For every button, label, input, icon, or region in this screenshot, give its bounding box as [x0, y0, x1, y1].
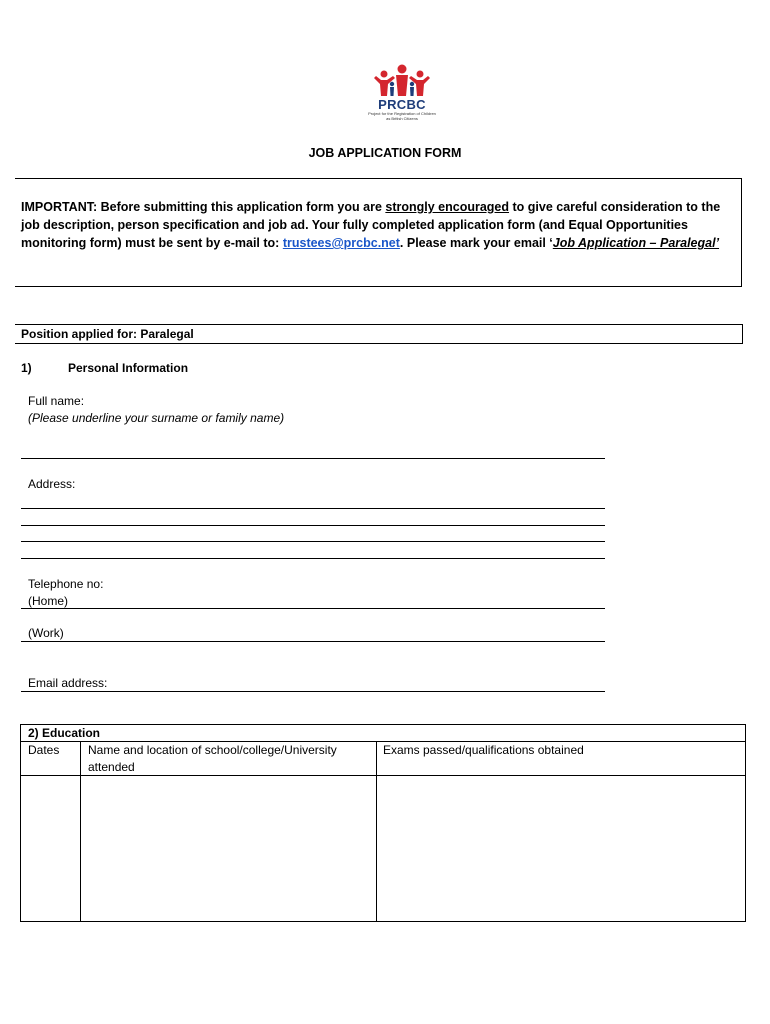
dates-column-header: Dates — [28, 743, 60, 757]
education-heading: 2) Education — [28, 726, 101, 740]
education-table — [20, 724, 746, 922]
family-figures-icon — [370, 64, 434, 98]
full-name-hint: (Please underline your surname or family name) — [28, 411, 285, 425]
home-phone-field[interactable] — [21, 608, 605, 609]
exams-cell[interactable] — [378, 777, 744, 920]
form-title: JOB APPLICATION FORM — [308, 146, 462, 160]
notice-text-3: . Please mark your email ‘ — [399, 236, 553, 250]
position-applied-for: Position applied for: Paralegal — [15, 324, 743, 344]
home-phone-label: (Home) — [28, 594, 69, 608]
telephone-label: Telephone no: — [28, 577, 104, 591]
address-field-line-2[interactable] — [21, 525, 605, 526]
address-field-line-4[interactable] — [21, 558, 605, 559]
address-field-line-3[interactable] — [21, 541, 605, 542]
exams-column-header: Exams passed/qualifications obtained — [383, 743, 584, 757]
important-notice — [15, 178, 742, 287]
notice-subject: Job Application – Paralegal’ — [552, 236, 720, 250]
full-name-label: Full name: — [28, 394, 85, 408]
email-label: Email address: — [28, 676, 108, 690]
school-column-header: Name and location of school/college/University attended — [88, 743, 337, 774]
address-field-line-1[interactable] — [21, 508, 605, 509]
dates-cell[interactable] — [22, 777, 79, 920]
trustees-email-link[interactable]: trustees@prcbc.net — [282, 236, 400, 250]
personal-info-heading — [21, 361, 188, 375]
prcbc-logo — [368, 64, 436, 128]
section-title: Personal Information — [68, 361, 189, 375]
notice-text-1: IMPORTANT: Before submitting this application form you are — [21, 200, 386, 214]
section-number: 1) — [21, 361, 32, 375]
column-divider — [376, 741, 377, 921]
notice-text-2: to give careful consideration to the job description, person specification and job ad. Your fully completed application form (and Equal Opportunities monitoring form) must be sent by e-mail to: — [21, 200, 721, 250]
logo-tagline: Project for the Registration of Children as British Citizens — [368, 111, 436, 121]
logo-wordmark: PRCBC — [378, 97, 426, 112]
work-phone-field[interactable] — [21, 641, 605, 642]
column-divider — [80, 741, 81, 921]
notice-emphasis: strongly encouraged — [385, 200, 510, 214]
school-cell[interactable] — [82, 777, 375, 920]
email-field[interactable] — [21, 691, 605, 692]
address-label: Address: — [28, 477, 76, 491]
work-phone-label: (Work) — [28, 626, 64, 640]
full-name-field[interactable] — [21, 458, 605, 459]
